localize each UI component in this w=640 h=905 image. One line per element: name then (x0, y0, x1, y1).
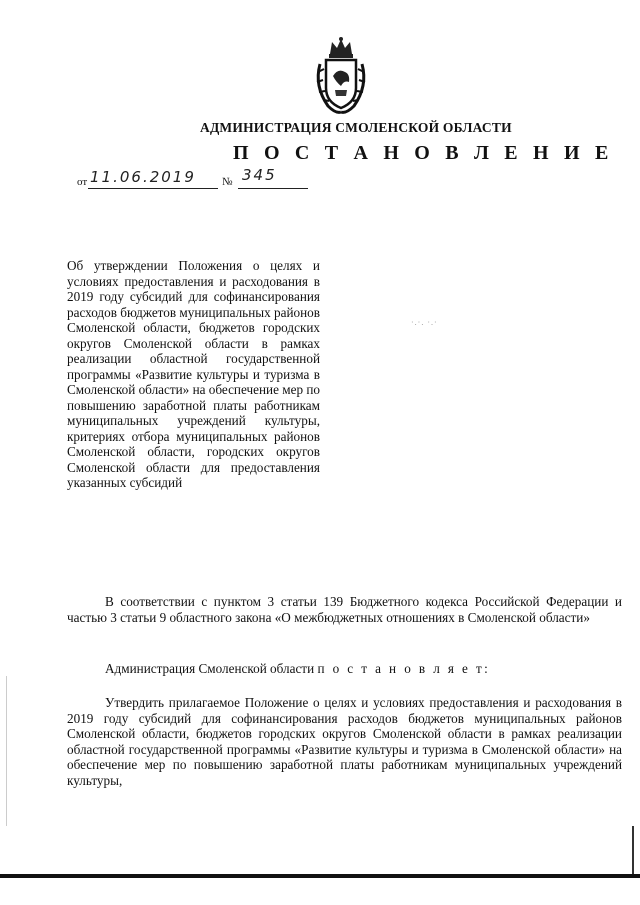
paragraph-legal-basis: В соответствии с пунктом 3 статьи 139 Бюджетного кодекса Российской Федерации и частью 3 статьи 9 областного закона «О межбюджетных отношениях в Смоленской области» (67, 594, 622, 625)
number-handwritten: 345 (242, 166, 277, 184)
date-underline (88, 188, 218, 189)
document-subject: Об утверждении Положения о целях и условиях предоставления и расходования в 2019 году субсидий для софинансирования расходов бюджетов муниципальных районов Смоленской области, бюджетов городских округов Смоленской области в рамках реализации областной государственной программы «Развитие культуры и туризма в Смоленской области» на обеспечение мер по повышению заработной платы работникам муниципальных учреждений культуры, критериях отбора муниципальных районов Смоленской области, городских округов Смоленской области для предоставления указанных субсидий (67, 258, 321, 490)
scan-bottom-edge (0, 874, 640, 878)
decree-intro: Администрация Смоленской области (105, 661, 315, 676)
number-underline (238, 188, 308, 189)
decree-verb: п о с т а н о в л я е т: (317, 661, 491, 676)
coat-of-arms-icon (308, 36, 374, 116)
paragraph-resolution: Утвердить прилагаемое Положение о целях и условиях предоставления и расходования в 2019 году субсидий для софинансирования расходов бюджетов муниципальных районов Смоленской области, бюджетов городских округов Смоленской области в рамках реализации областной государственной программы «Развитие культуры и туризма в Смоленской области» на обеспечение мер по повышению заработной платы работникам муниципальных учреждений культуры, (67, 695, 622, 788)
document-type-title: П О С Т А Н О В Л Е Н И Е (233, 142, 614, 164)
scan-edge-mark (632, 826, 634, 874)
decree-line (67, 661, 622, 677)
date-handwritten: 11.06.2019 (90, 168, 196, 186)
scan-speck: ·.·. ·.· (411, 318, 438, 327)
scan-margin-line (6, 676, 7, 826)
organization-name: АДМИНИСТРАЦИЯ СМОЛЕНСКОЙ ОБЛАСТИ (200, 120, 512, 135)
date-prefix: от (77, 176, 88, 188)
number-prefix: № (222, 176, 233, 188)
